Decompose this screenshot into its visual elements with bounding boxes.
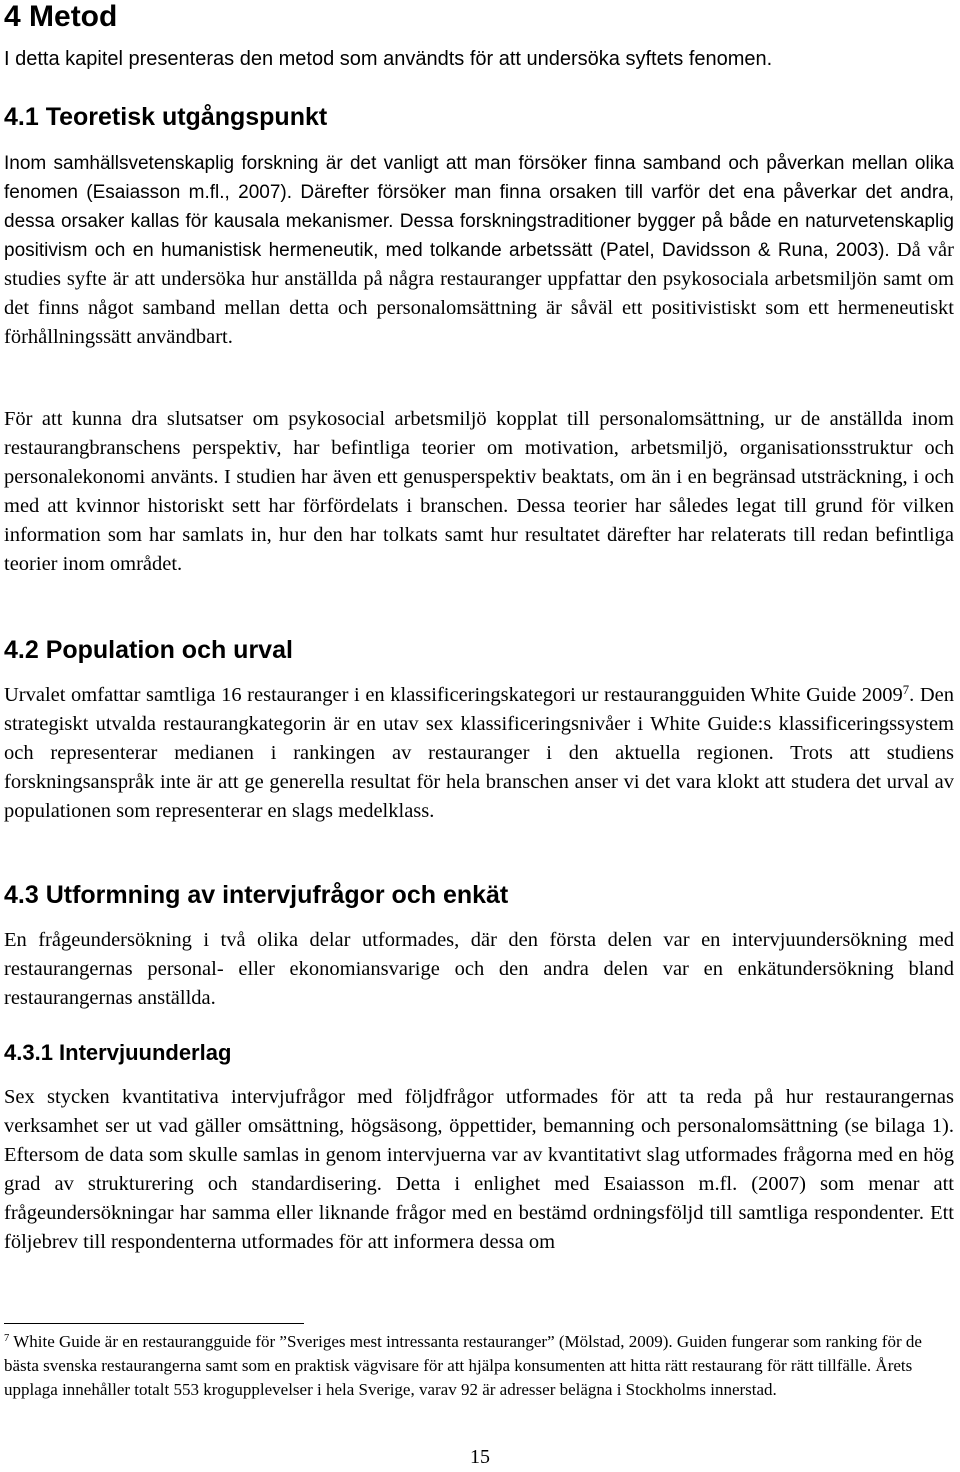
footnote-divider bbox=[4, 1323, 304, 1324]
subsection-heading-4-3-1: 4.3.1 Intervjuunderlag bbox=[4, 1040, 232, 1065]
section-4-3-paragraph: En frågeundersökning i två olika delar utformades, där den första delen var en intervjuundersökning med restaurangernas personal- eller ekonomiansvarige och den andra delen var en enkätundersökning bland restaurangernas anställda. bbox=[4, 929, 954, 1009]
section-4-1-serif-text: Då vår studies syfte är att undersöka hur anställda på några restauranger uppfattar den psykosociala arbetsmiljön samt om det finns något samband mellan detta och personalomsättning är såväl ett positivistiskt som ett hermeneutiskt förhållningssätt användbart. bbox=[4, 239, 954, 348]
footnote-text: White Guide är en restaurangguide för ”Sveriges mest intressanta restauranger” (Mölstad, 2009). Guiden fungerar som ranking för de bästa svenska restaurangerna samt som en praktisk vägvisare för att hjälpa konsumenten att hitta rätt restaurang för rätt tillfälle. Årets upplaga innehåller totalt 553 krogupplevelser i hela Sverige, varav 92 är adresser belägna i Stockholms innerstad. bbox=[4, 1332, 922, 1399]
chapter-heading: 4 Metod bbox=[4, 0, 118, 33]
section-4-2-text-before-note: Urvalet omfattar samtliga 16 restauranger i en klassificeringskategori ur restaurangguiden White Guide 2009 bbox=[4, 684, 903, 706]
section-4-2-text-after-note: . Den strategiskt utvalda restaurangkategorin är en utav sex klassificeringsnivåer i White Guide:s klassificeringssystem och representerar medianen i rankingen av restauranger i den aktuella regionen. Trots att studiens forskningsanspråk inte är att ge generella resultat för hela branschen anser vi det vara klokt att studera det urval av populationen som representerar en slags medelklass. bbox=[4, 684, 954, 822]
section-heading-4-2: 4.2 Population och urval bbox=[4, 636, 293, 664]
chapter-intro: I detta kapitel presenteras den metod som användts för att undersöka syftets fenomen. bbox=[4, 48, 773, 70]
section-4-2-paragraph bbox=[4, 681, 954, 826]
footnote bbox=[4, 1330, 954, 1402]
section-4-1-sans-text: Inom samhällsvetenskaplig forskning är det vanligt att man försöker finna samband och påverkan mellan olika fenomen (Esaiasson m.fl., 2007). Därefter försöker man finna orsaken till varför det ena påverkar det andra, dessa orsaker kallas för kausala mekanismer. Dessa forskningstraditioner bygger på både en naturvetenskaplig positivism och en humanistisk hermeneutik, med tolkande arbetssätt (Patel, Davidsson & Runa, 2003). bbox=[4, 153, 954, 261]
section-heading-4-3: 4.3 Utformning av intervjufrågor och enkät bbox=[4, 881, 509, 909]
footnote-number: 7 bbox=[4, 1333, 10, 1345]
footnote-reference: 7 bbox=[902, 683, 910, 698]
section-heading-4-1: 4.1 Teoretisk utgångspunkt bbox=[4, 103, 328, 131]
section-4-1-paragraph-2: För att kunna dra slutsatser om psykosocial arbetsmiljö kopplat till personalomsättning, ur de anställda inom restaurangbranschens perspektiv, har befintliga teorier om motivation, arbetsmiljö, organisationsstruktur och personalekonomi använts. I studien har även ett genusperspektiv beaktats, om än i en begränsad utsträckning, i och med att kvinnor historiskt sett har förfördelats i branschen. Dessa teorier har således legat till grund för vilken information som har samlats in, hur den har tolkats samt hur resultatet därefter har relaterats till redan befintliga teorier inom området. bbox=[4, 408, 954, 575]
section-4-3-1-paragraph: Sex stycken kvantitativa intervjufrågor med följdfrågor utformades för att ta reda på hur restaurangernas verksamhet ser ut vad gäller omsättning, högsäsong, öppettider, bemanning och personalomsättning (se bilaga 1). Eftersom de data som skulle samlas in genom intervjuerna var av kvantitativt slag utformades frågorna med en hög grad av strukturering och standardisering. Detta i enlighet med Esaiasson m.fl. (2007) som menar att frågeundersökningar har samma eller liknande frågor med en bestämd ordningsföljd till samtliga respondenter. Ett följebrev till respondenterna utformades för att informera dessa om bbox=[4, 1086, 954, 1253]
section-4-1-paragraph-1 bbox=[4, 149, 954, 352]
page-number: 15 bbox=[470, 1446, 490, 1468]
